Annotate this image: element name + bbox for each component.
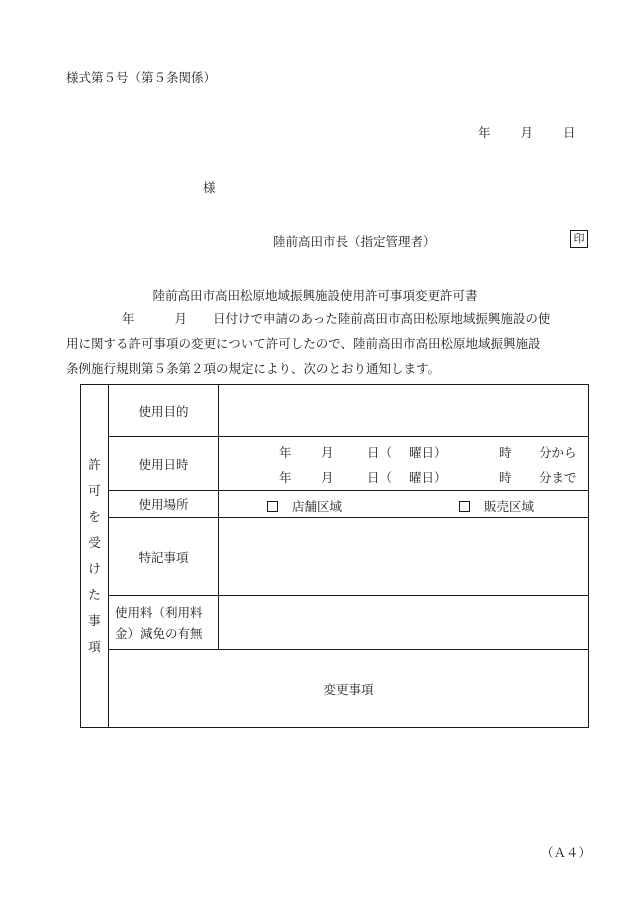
datetime-label: 使用日時 — [109, 437, 219, 491]
datetime-field[interactable]: 年 月 日（ 曜日） 時 分から 年 月 日（ 曜日） 時 分まで — [219, 437, 589, 491]
permit-table — [80, 384, 589, 728]
body-text — [66, 306, 590, 381]
place-option-store[interactable]: 店舗区域 — [267, 497, 342, 515]
body-rest: 日付けで申請のあった陸前高田市高田松原地域振興施設の使 — [213, 311, 551, 326]
purpose-field[interactable] — [219, 385, 589, 437]
notes-label: 特記事項 — [109, 518, 219, 596]
body-line-3: 条例施行規則第５条第２項の規定により、次のとおり通知します。 — [66, 361, 441, 376]
body-line-1 — [66, 306, 590, 331]
place-label: 使用場所 — [109, 491, 219, 518]
body-month: 月 — [174, 311, 188, 326]
notes-field[interactable] — [219, 518, 589, 596]
seal-mark: 印 — [570, 230, 588, 248]
checkbox-icon[interactable] — [459, 501, 470, 512]
fee-exemption-field[interactable] — [219, 596, 589, 650]
change-items-label: 変更事項 — [109, 650, 589, 728]
checkbox-icon[interactable] — [267, 501, 278, 512]
paper-size-label: （Ａ４） — [541, 845, 592, 860]
body-year: 年 — [122, 311, 135, 326]
place-option-sales[interactable]: 販売区域 — [459, 497, 534, 515]
fee-exemption-label: 使用料（利用料 金）減免の有無 — [109, 596, 219, 650]
date-year: 年 — [478, 125, 491, 140]
purpose-label: 使用目的 — [109, 385, 219, 437]
issuer-name: 陸前高田市長（指定管理者） — [273, 234, 436, 249]
issue-date — [478, 123, 576, 141]
date-month: 月 — [520, 125, 534, 140]
place-field — [219, 491, 589, 518]
document-title: 陸前高田市高田松原地域振興施設使用許可事項変更許可書 — [152, 288, 478, 303]
permitted-items-group-label: 許 可 を 受 け た 事 項 — [81, 385, 109, 728]
date-day: 日 — [563, 125, 576, 140]
addressee-suffix: 様 — [203, 180, 216, 195]
form-id: 様式第５号（第５条関係） — [66, 70, 217, 85]
body-line-2: 用に関する許可事項の変更について許可したので、陸前高田市高田松原地域振興施設 — [66, 336, 541, 351]
